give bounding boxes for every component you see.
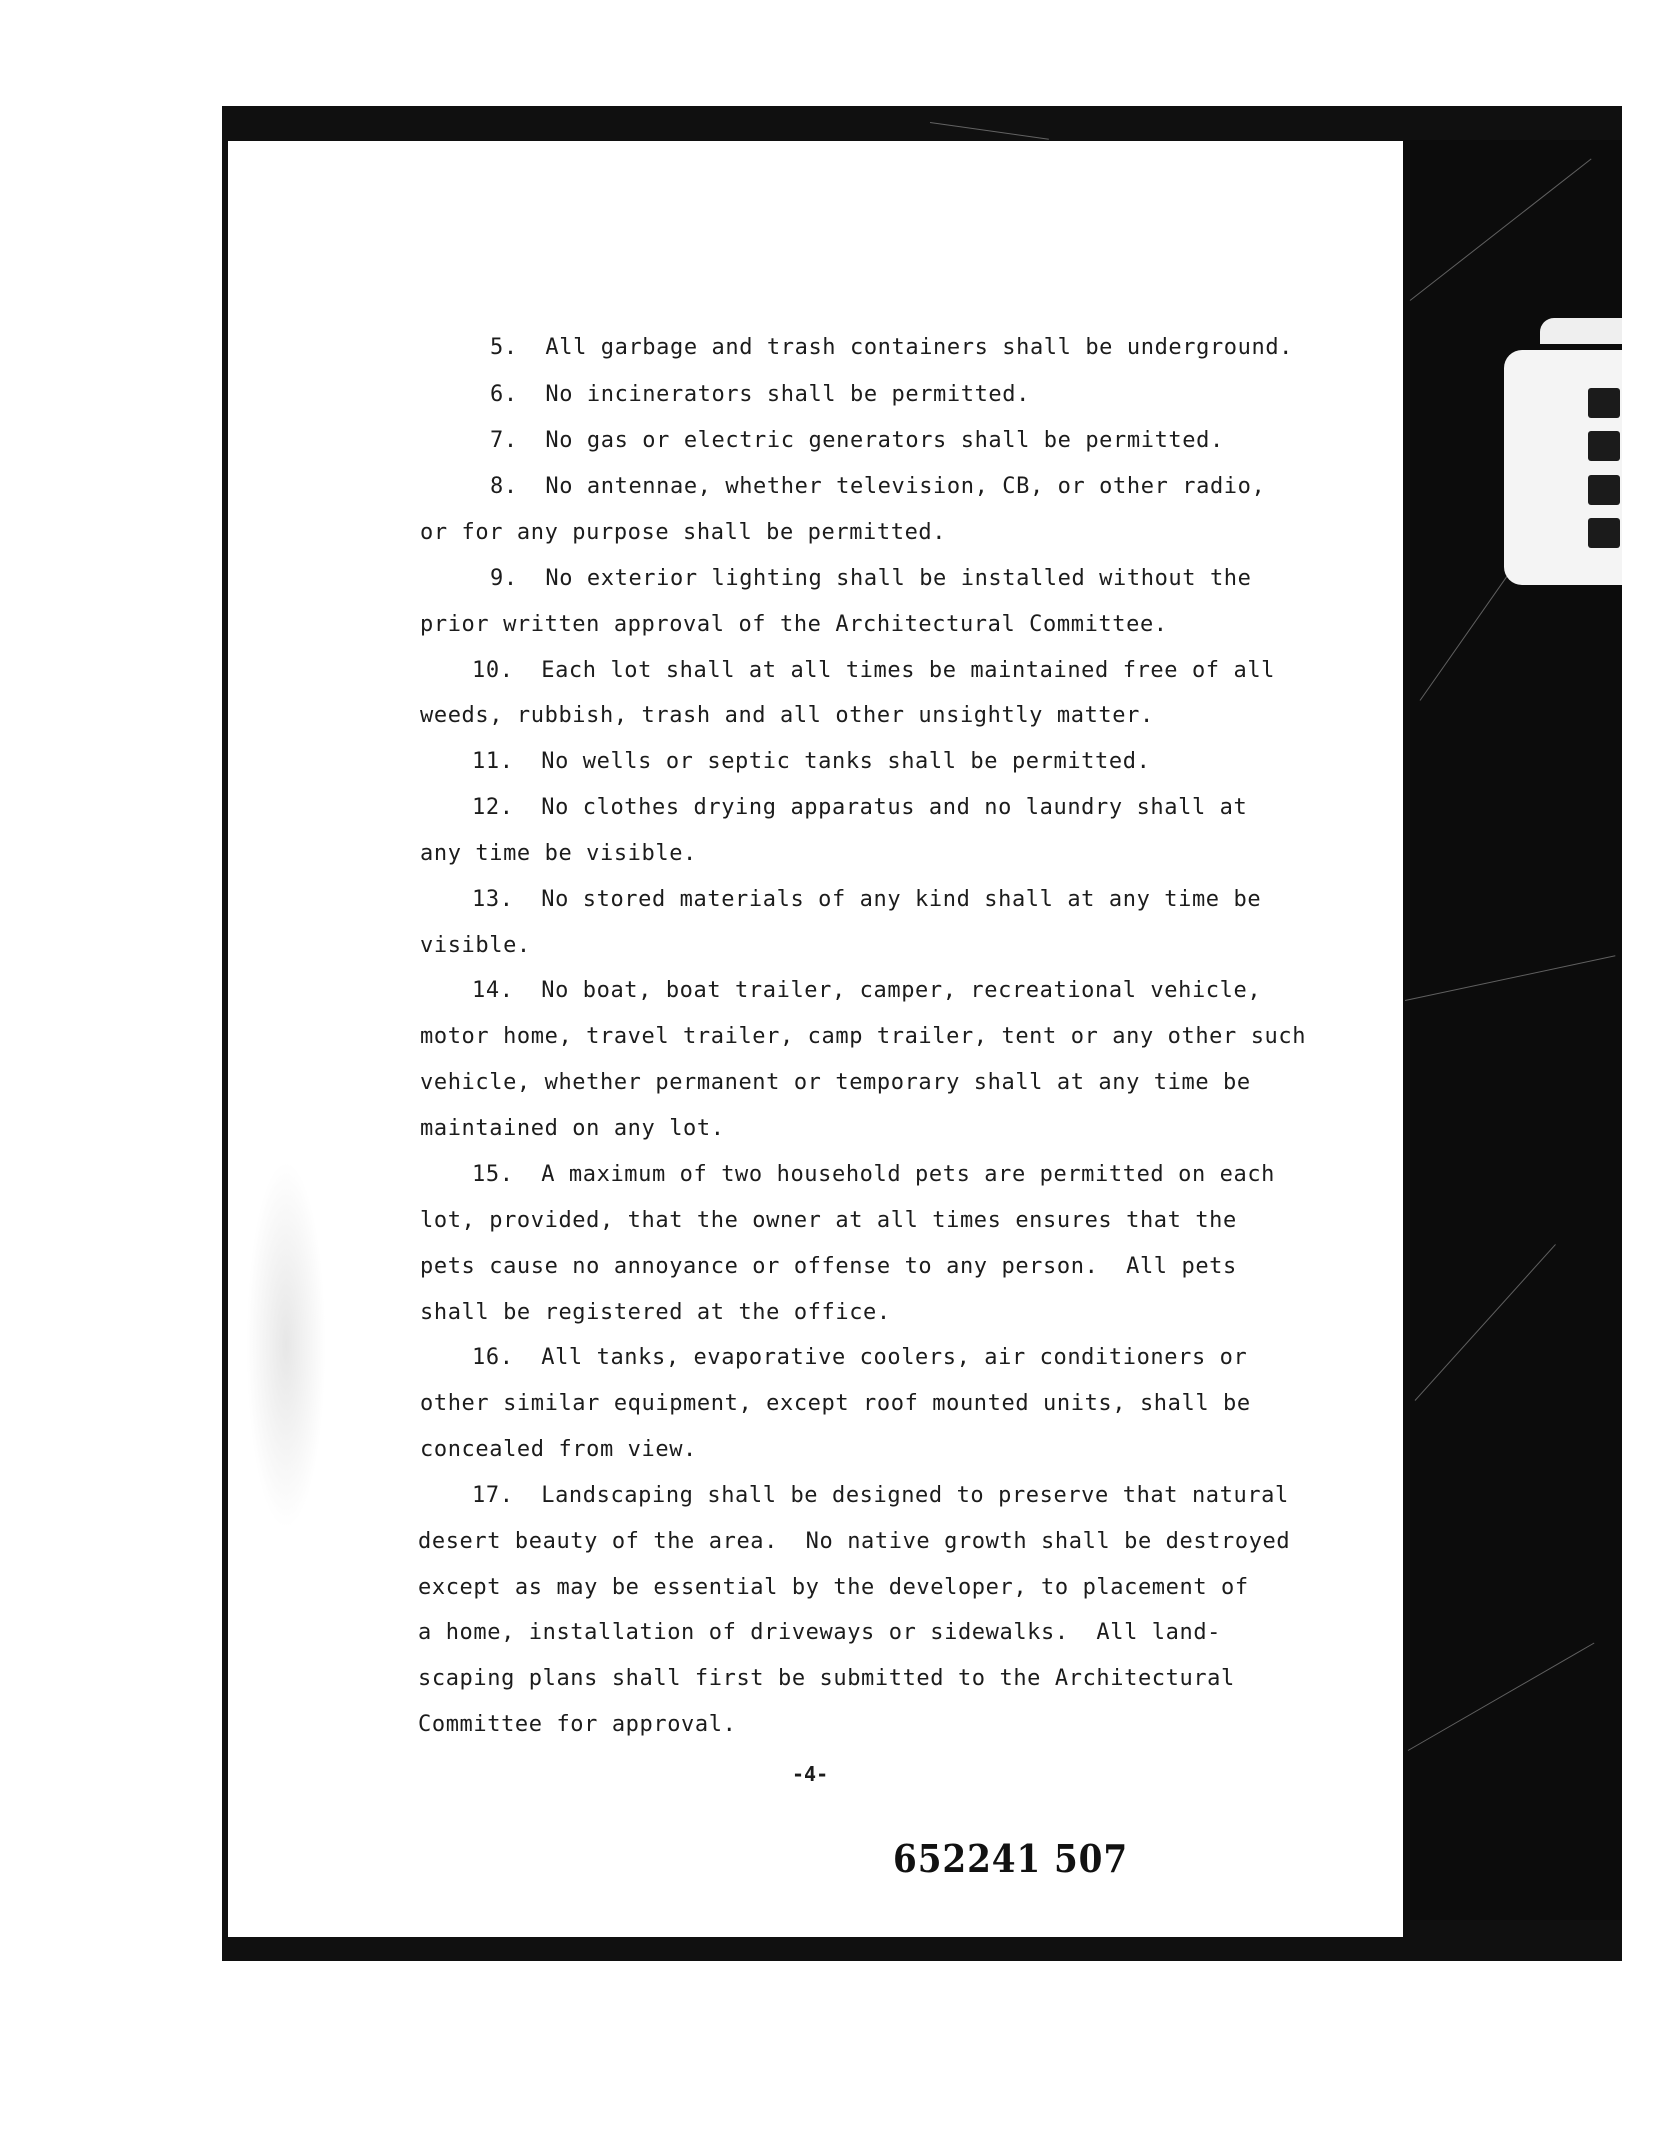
text-line: 5. All garbage and trash containers shall be underground.	[490, 335, 1294, 360]
text-line: weeds, rubbish, trash and all other unsightly matter.	[420, 703, 1154, 728]
text-line: 14. No boat, boat trailer, camper, recreational vehicle,	[472, 978, 1262, 1003]
text-line: prior written approval of the Architectural Committee.	[420, 612, 1168, 637]
text-line: scaping plans shall first be submitted to the Architectural	[418, 1666, 1235, 1691]
text-line: except as may be essential by the developer, to placement of	[418, 1575, 1249, 1600]
text-line: 10. Each lot shall at all times be maintained free of all	[472, 658, 1276, 683]
tab-mark	[1588, 475, 1620, 505]
text-line: other similar equipment, except roof mounted units, shall be	[420, 1391, 1251, 1416]
binder-tab-top	[1540, 318, 1622, 344]
text-line: lot, provided, that the owner at all times ensures that the	[420, 1208, 1237, 1233]
text-line: 6. No incinerators shall be permitted.	[490, 382, 1030, 407]
scan-speckle	[246, 1160, 326, 1530]
text-line: a home, installation of driveways or sidewalks. All land-	[418, 1620, 1222, 1645]
record-stamp-number: 652241 507	[893, 1836, 1129, 1881]
text-line: concealed from view.	[420, 1437, 697, 1462]
text-line: 8. No antennae, whether television, CB, or other radio,	[490, 474, 1266, 499]
binder-tab-marks	[1588, 388, 1622, 548]
text-line: pets cause no annoyance or offense to any person. All pets	[420, 1254, 1237, 1279]
text-line: 7. No gas or electric generators shall be permitted.	[490, 428, 1224, 453]
tab-mark	[1588, 388, 1620, 418]
text-line: 9. No exterior lighting shall be installed without the	[490, 566, 1252, 591]
text-line: motor home, travel trailer, camp trailer, tent or any other such	[420, 1024, 1307, 1049]
text-line: Committee for approval.	[418, 1712, 737, 1737]
text-line: maintained on any lot.	[420, 1116, 725, 1141]
text-line: 13. No stored materials of any kind shall at any time be	[472, 887, 1262, 912]
text-line: desert beauty of the area. No native growth shall be destroyed	[418, 1529, 1291, 1554]
text-line: vehicle, whether permanent or temporary shall at any time be	[420, 1070, 1251, 1095]
page-number: -4-	[792, 1762, 829, 1786]
text-line: visible.	[420, 933, 531, 958]
text-line: 17. Landscaping shall be designed to preserve that natural	[472, 1483, 1289, 1508]
text-line: 11. No wells or septic tanks shall be permitted.	[472, 749, 1151, 774]
tab-mark	[1588, 518, 1620, 548]
text-line: any time be visible.	[420, 841, 697, 866]
text-line: 12. No clothes drying apparatus and no laundry shall at	[472, 795, 1248, 820]
tab-mark	[1588, 431, 1620, 461]
text-line: 15. A maximum of two household pets are permitted on each	[472, 1162, 1276, 1187]
text-line: or for any purpose shall be permitted.	[420, 520, 947, 545]
text-line: 16. All tanks, evaporative coolers, air conditioners or	[472, 1345, 1248, 1370]
text-line: shall be registered at the office.	[420, 1300, 891, 1325]
